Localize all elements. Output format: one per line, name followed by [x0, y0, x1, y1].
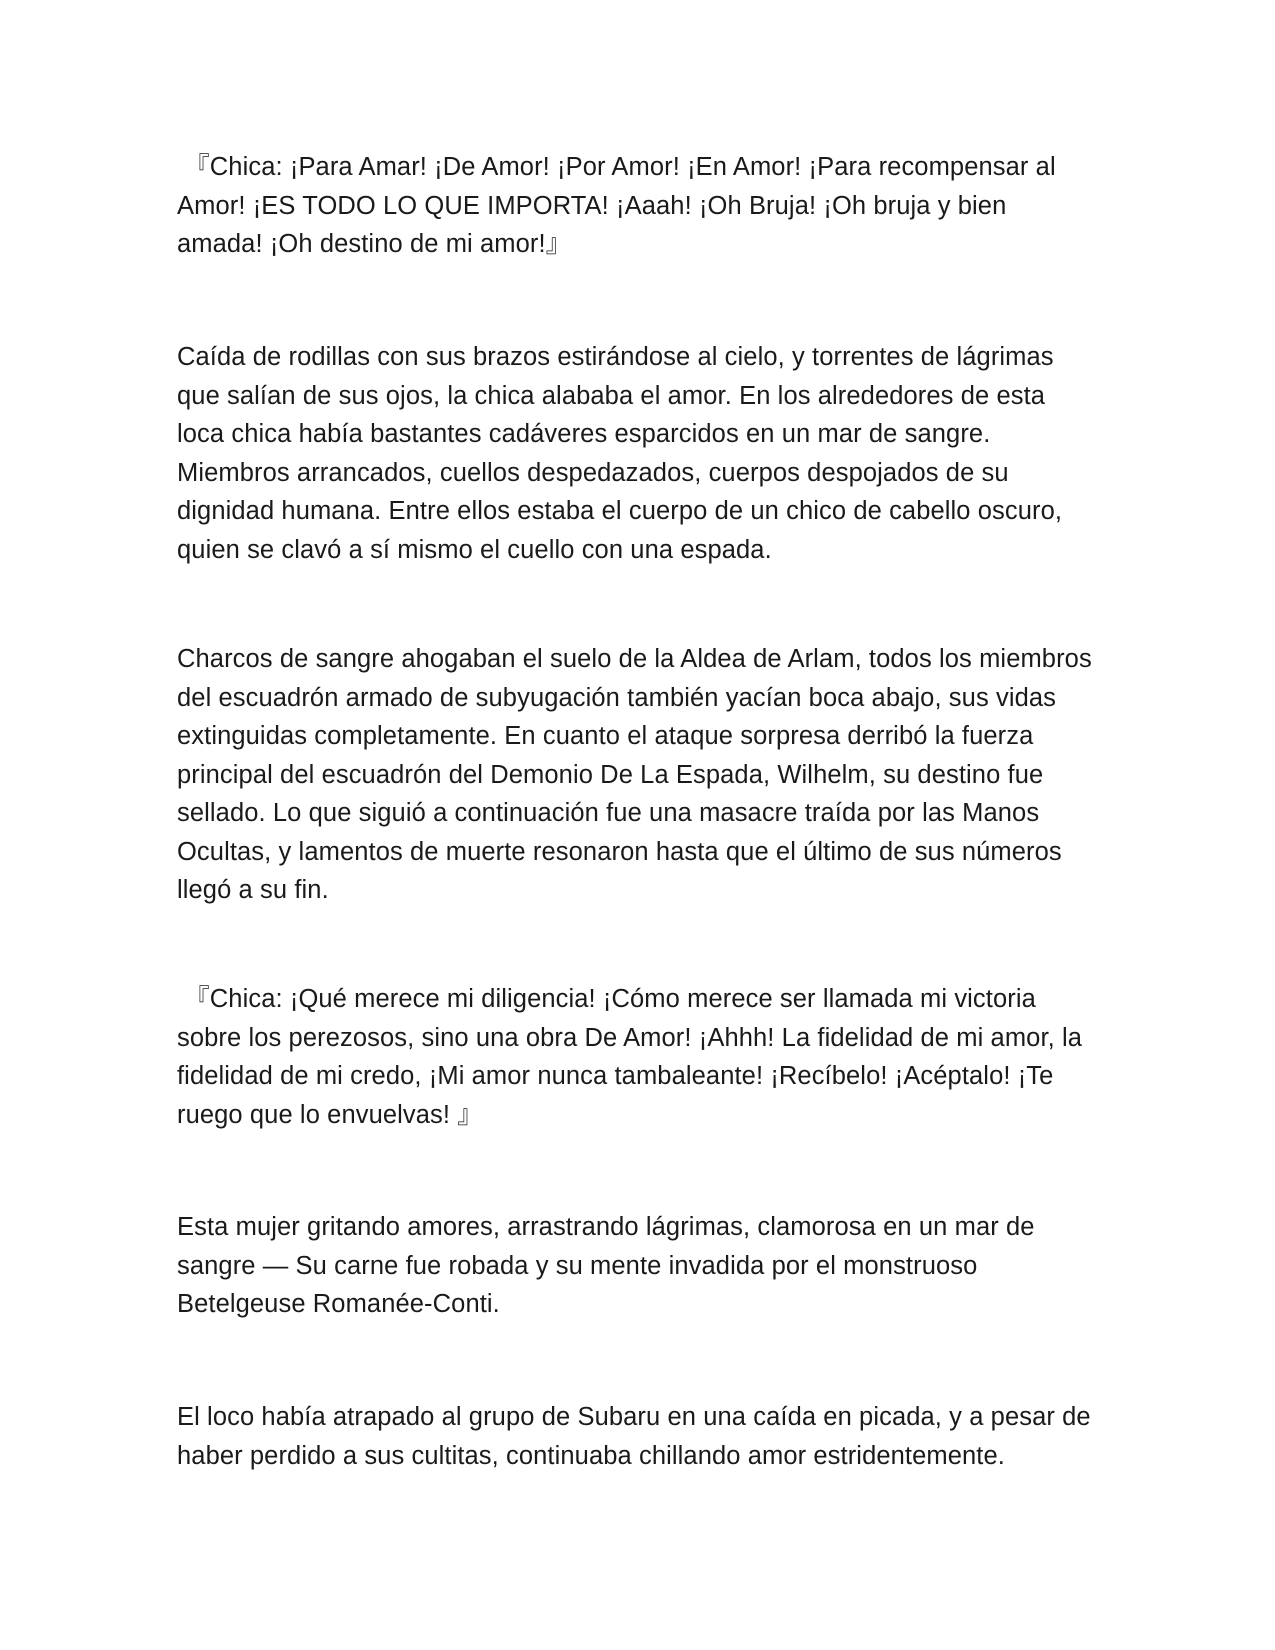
paragraph-3: Charcos de sangre ahogaban el suelo de la Aldea de Arlam, todos los miembros del escuadrón armado de subyugación también yacían boca abajo, sus vidas extinguidas completamente. En cuanto el ataque sorpresa derribó la fuerza principal del escuadrón del Demonio De La Espada, Wilhelm, su destino fue sellado. Lo que siguió a continuación fue una masacre traída por las Manos Ocultas, y lamentos de muerte resonaron hasta que el último de sus números llegó a su fin. — [177, 645, 1092, 904]
paragraph-4: 『Chica: ¡Qué merece mi diligencia! ¡Cómo merece ser llamada mi victoria sobre los perezosos, sino una obra De Amor! ¡Ahhh! La fidelidad de mi amor, la fidelidad de mi credo, ¡Mi amor nunca tambaleante! ¡Recíbelo! ¡Acéptalo! ¡Te ruego que lo envuelvas! 』 — [177, 985, 1083, 1129]
paragraph-6: El loco había atrapado al grupo de Subaru en una caída en picada, y a pesar de haber perdido a sus cultitas, continuaba chillando amor estridentemente. — [177, 1403, 1091, 1470]
paragraph-5: Esta mujer gritando amores, arrastrando lágrimas, clamorosa en un mar de sangre — Su carne fue robada y su mente invadida por el monstruoso Betelgeuse Romanée-Conti. — [177, 1213, 1035, 1318]
paragraph-1: 『Chica: ¡Para Amar! ¡De Amor! ¡Por Amor! ¡En Amor! ¡Para recompensar al Amor! ¡ES TODO LO QUE IMPORTA! ¡Aaah! ¡Oh Bruja! ¡Oh bruja y bien amada! ¡Oh destino de mi amor!』 — [177, 153, 1056, 258]
paragraph-2: Caída de rodillas con sus brazos estirándose al cielo, y torrentes de lágrimas que salían de sus ojos, la chica alababa el amor. En los alrededores de esta loca chica había bastantes cadáveres esparcidos en un mar de sangre. Miembros arrancados, cuellos despedazados, cuerpos despojados de su dignidad humana. Entre ellos estaba el cuerpo de un chico de cabello oscuro, quien se clavó a sí mismo el cuello con una espada. — [177, 343, 1063, 564]
